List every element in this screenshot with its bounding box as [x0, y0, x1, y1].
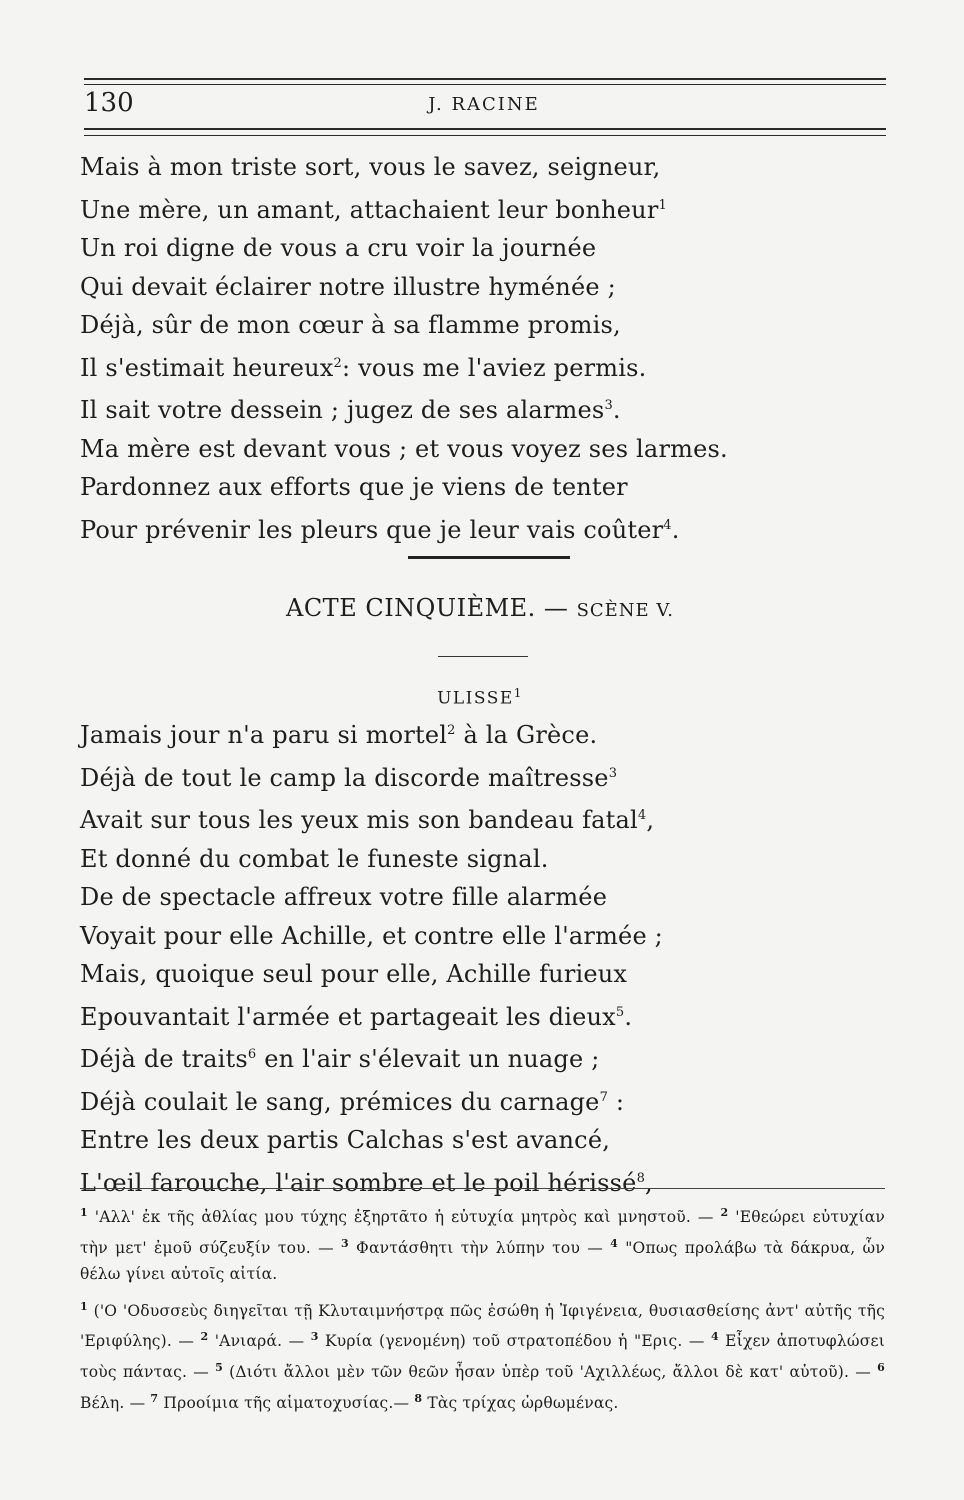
verse-line: Mais, quoique seul pour elle, Achille furieux	[80, 960, 628, 988]
verse-line: Pardonnez aux efforts que je viens de tenter	[80, 473, 628, 501]
scene-label: SCÈNE V.	[576, 600, 674, 621]
header-rule-top-thin	[84, 84, 886, 85]
verse-line: Il sait votre dessein ; jugez de ses alarmes$^3$.	[80, 396, 621, 424]
verse-line: L'œil farouche, l'air sombre et le poil hérissé$^8$,	[80, 1168, 653, 1197]
footnote-block: $^1$ ('Ο 'Οδυσσεὺς διηγεῖται τῇ Κλυταιμνήστρᾳ πῶς ἐσώθη ἡ Ἰφιγένεια, θυσιασθείσης ἀντ' αὐτῆς τῆς 'Εριφύλης). — $^2$ 'Ανιαρά. — $^3$ Κυρία (γενομένη) τοῦ στρατοπέδου ἡ "Ερις. — $^4$ Εἶχεν ἀποτυφλώσει τοὺς πάντας. — $^5$ (Διότι ἄλλοι μὲν τῶν θεῶν ἦσαν ὑπὲρ τοῦ 'Αχιλλέως, ἄλλοι δὲ κατ' αὐτοῦ). — $^6$ Βέλη. — $^7$ Προοίμια τῆς αἱματοχυσίας.— $^8$ Τὰς τρίχας ὠρθωμένας.	[80, 1299, 885, 1412]
section-separator	[408, 556, 570, 559]
header-rule-top	[84, 78, 886, 80]
page-number: 130	[84, 88, 134, 118]
note-ref: 1	[513, 686, 523, 700]
verse-line: Déjà de traits$^6$ en l'air s'élevait un nuage ;	[80, 1045, 600, 1073]
verse-line: Qui devait éclairer notre illustre hyménée ;	[80, 272, 616, 301]
scene-heading	[80, 594, 880, 622]
note-ref: 5	[615, 1004, 625, 1020]
note-ref: 2	[447, 723, 456, 738]
verse-line: Déjà, sûr de mon cœur à sa flamme promis,	[80, 311, 621, 339]
page-header	[84, 88, 884, 122]
note-ref: 1	[658, 197, 667, 213]
verses-bottom	[80, 712, 880, 1202]
verse-line: Jamais jour n'a paru si mortel$^2$ à la Grèce.	[80, 721, 598, 749]
speaker-name: ULISSE$^1$	[437, 686, 523, 709]
footnotes	[80, 1200, 885, 1416]
verse-line: Il s'estimait heureux$^2$: vous me l'aviez permis.	[80, 353, 647, 382]
verse-line: Ma mère est devant vous ; et vous voyez ses larmes.	[80, 434, 728, 463]
running-title: J. RACINE	[428, 94, 540, 115]
note-ref: 8	[636, 1170, 646, 1186]
verse-line: Mais à mon triste sort, vous le savez, seigneur,	[80, 153, 661, 181]
verse-line: Et donné du combat le funeste signal.	[80, 844, 549, 873]
verse-line: Epouvantait l'armée et partageait les dieux$^5$.	[80, 1002, 633, 1031]
note-ref: 3	[604, 398, 613, 413]
note-ref: 7	[599, 1089, 609, 1105]
note-ref: 4	[637, 808, 647, 823]
header-rule-bottom	[84, 128, 886, 130]
verse-line: Déjà coulait le sang, prémices du carnage$^7$ :	[80, 1087, 625, 1116]
footnote-rule	[80, 1188, 885, 1189]
note-ref: 6	[247, 1047, 257, 1062]
note-ref: 4	[663, 517, 672, 533]
verse-line: Pour prévenir les pleurs que je leur vais coûter$^4$.	[80, 515, 680, 544]
verse-line: Voyait pour elle Achille, et contre elle l'armée ;	[80, 921, 663, 950]
note-ref: 2	[333, 355, 343, 371]
verse-line: Déjà de tout le camp la discorde maîtresse$^3$	[80, 763, 618, 792]
verse-line: Un roi digne de vous a cru voir la journée	[80, 234, 597, 262]
note-ref: 3	[608, 765, 618, 781]
verse-line: Entre les deux partis Calchas s'est avancé,	[80, 1126, 611, 1154]
header-rule-bottom-thin	[84, 135, 886, 136]
verse-line: De de spectacle affreux votre fille alarmée	[80, 883, 608, 911]
footnote-block: $^1$ 'Αλλ' ἐκ τῆς ἀθλίας μου τύχης ἐξηρτᾶτο ἡ εὐτυχία μητρὸς καὶ μνηστοῦ. — $^2$ 'Εθεώρει εὐτυχίαν τὴν μετ' ἐμοῦ σύζευξίν του. — $^3$ Φαντάσθητι τὴν λύπην του — $^4$ "Οπως προλάβω τὰ δάκρυα, ὧν θέλω γίνει αὐτοῖς αἰτία.	[80, 1206, 886, 1284]
verses-top	[80, 148, 880, 549]
scene-rule	[438, 656, 528, 657]
verse-line: Une mère, un amant, attachaient leur bonheur$^1$	[80, 195, 667, 224]
act-label: ACTE CINQUIÈME. —	[285, 594, 577, 622]
verse-line: Avait sur tous les yeux mis son bandeau fatal$^4$,	[80, 806, 655, 834]
